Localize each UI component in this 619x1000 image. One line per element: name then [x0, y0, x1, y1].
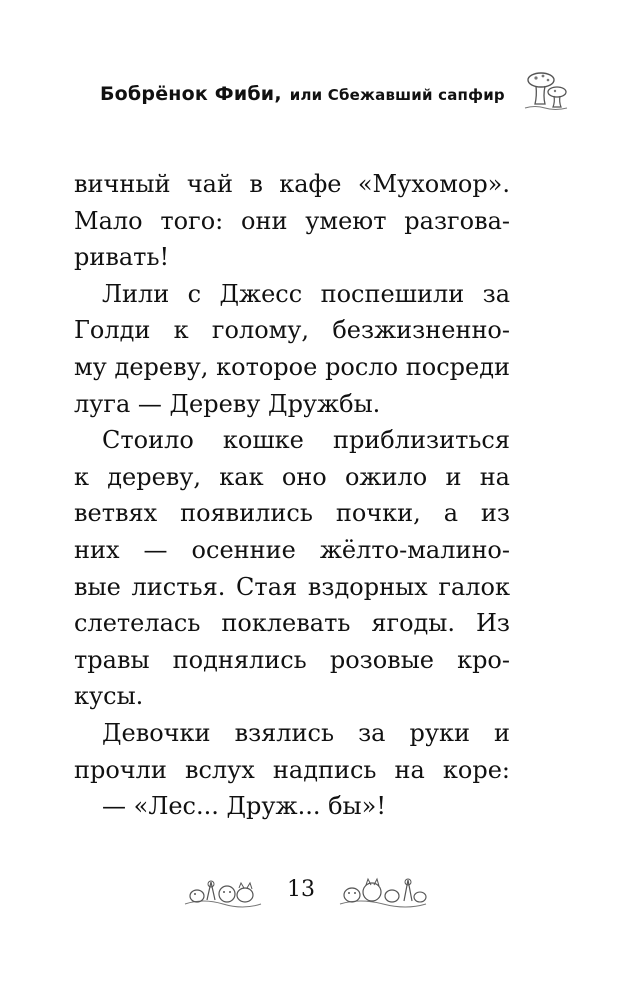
text-line: Лили с Джесс поспешили за [102, 279, 510, 308]
text-line: луга — Дереву Дружбы. [74, 389, 381, 418]
text-line: ривать! [74, 243, 170, 272]
text-line: к дереву, как оно ожило и на [74, 462, 510, 491]
animals-ornament-icon [183, 870, 263, 910]
running-header [100, 83, 520, 113]
text-line: прочли вслух надпись на коре: [74, 755, 510, 784]
page-body [74, 166, 510, 825]
text-line: травы поднялись розовые кро- [74, 645, 510, 674]
text-line: — «Лес... Друж... бы»! [102, 792, 386, 821]
text-line: Мало того: они умеют разгова- [74, 206, 510, 235]
book-subtitle: или Сбежавший сапфир [289, 86, 505, 104]
mushroom-ornament-icon [521, 64, 569, 112]
book-title: Бобрёнок Фиби, [100, 83, 282, 105]
text-line: Стоило кошке приблизиться [102, 426, 510, 455]
text-line: кусы. [74, 682, 144, 711]
text-line: слетелась поклевать ягоды. Из [74, 609, 510, 638]
text-line: вые листья. Стая вздорных галок [74, 572, 510, 601]
text-line: ветвях появились почки, а из [74, 499, 510, 528]
text-line: Голди к голому, безжизненно- [74, 316, 510, 345]
animals-ornament-icon [338, 870, 428, 910]
page-footer [183, 870, 443, 910]
text-line: му дереву, которое росло посреди [74, 352, 510, 381]
text-line: вичный чай в кафе «Мухомор». [74, 170, 510, 198]
page-number: 13 [287, 877, 315, 902]
text-line: них — осенние жёлто-малино- [74, 535, 510, 564]
text-line: Девочки взялись за руки и [102, 718, 510, 747]
